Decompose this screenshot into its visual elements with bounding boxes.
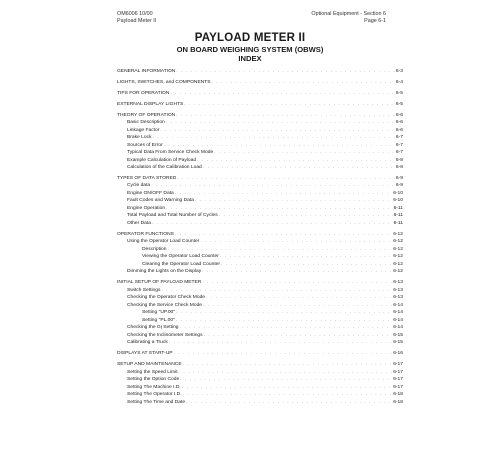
toc-page-number: 6-3 [395,69,403,74]
toc-entry-text: Total Payload and Total Number of Cycles [127,213,218,219]
toc-page-number: 6-8 [395,157,403,163]
toc-entry-label [142,246,166,254]
toc-page-number: 6-16 [393,351,403,357]
dot-leader [200,238,392,246]
dot-leader [167,246,392,254]
page-subtitle: ON BOARD WEIGHING SYSTEM (OBWS) [176,45,324,54]
dot-leader [186,399,392,407]
toc-entry-text: LIGHTS, SWITCHES, and COMPONENTS [117,79,211,85]
toc-entry-text: Checking the G [127,325,161,331]
dot-leader [161,287,392,295]
toc-entry-label [127,287,160,295]
page-title: PAYLOAD METER II [194,32,306,44]
toc-page-number: 6-12 [393,261,403,267]
toc-entry[interactable] [117,279,403,287]
dot-leader [183,391,393,399]
toc-page-number: 6-10 [393,198,403,204]
toc-page-number: 6-14 [393,310,403,316]
toc-entry[interactable] [117,119,403,127]
toc-page-number: 6-5 [395,90,403,96]
toc-entry-label [117,101,183,109]
toc-entry-label [127,238,199,246]
toc-page-number: 6-6 [395,120,403,126]
toc-entry[interactable] [117,127,403,135]
toc-page-number: 6-14 [393,325,403,331]
toc-entry-text: Setting The Operator I.D. [127,392,182,398]
toc-entry[interactable] [117,376,403,384]
toc-entry-label [142,261,220,269]
toc-page-number: 6-13 [393,280,403,286]
toc-entry-text: DISPLAYS AT START-UP [117,351,173,357]
toc-entry-text: Clearing the Operator Load Counter [142,261,221,267]
toc-entry-text: Switch Settings [127,287,161,293]
toc-entry-text: Other Data [127,220,151,226]
toc-entry[interactable] [117,287,403,295]
toc-page-number: 6-7 [395,135,403,141]
dot-leader [203,302,392,310]
toc-entry-label [142,317,175,325]
toc-entry-text: Setting the Speed Limit [127,369,178,375]
toc-page-number: 6-6 [395,127,403,133]
toc-entry[interactable] [117,309,403,317]
toc-entry[interactable] [117,205,403,213]
toc-entry-text: Fault Codes and Warning Data [127,198,194,204]
toc-entry-label [127,399,185,407]
toc-entry[interactable] [117,399,403,407]
toc-entry[interactable] [117,190,403,198]
toc-entry[interactable] [117,68,403,76]
toc-entry[interactable] [117,384,403,392]
toc-entry-label [117,112,175,120]
toc-entry-text: INITIAL SETUP OF PAYLOAD METER [117,280,202,286]
dot-leader [175,190,392,198]
toc-entry-label [117,90,169,98]
toc-entry-text: EXTERNAL DISPLAY LIGHTS [117,101,184,107]
dot-leader [221,261,392,269]
toc-entry-text: Cycle data [127,183,151,189]
dot-leader [176,68,395,76]
toc-entry-text: OPERATOR FUNCTIONS [117,231,174,237]
toc-entry-label [127,220,151,228]
toc-page-number: 6-12 [393,254,403,260]
toc-entry[interactable] [117,134,403,142]
toc-page-number: 6-12 [393,269,403,275]
toc-entry-label [127,212,218,220]
toc-page-number: 6-7 [395,142,403,148]
toc-entry[interactable] [117,339,403,347]
toc-entry-text: TIPS FOR OPERATION [117,90,170,96]
dot-leader [202,268,392,276]
dot-leader [160,127,395,135]
running-header-right [311,11,386,25]
toc-entry-text: Setting "PL.00" [142,317,175,323]
dot-leader [203,164,395,172]
toc-page-number: 6-5 [395,101,403,107]
toc-entry-label [127,182,150,190]
dot-leader [151,182,395,190]
toc-entry-label [127,190,174,198]
dot-leader [197,157,395,165]
toc-page-number: 6-9 [395,183,403,189]
toc-entry[interactable] [117,302,403,310]
toc-page-number: 6-7 [395,150,403,156]
toc-entry[interactable] [117,294,403,302]
toc-entry-text: Using the Operator Load Counter [127,239,200,245]
toc-entry-label [117,279,201,287]
dot-leader [220,253,392,261]
toc-entry-text: Sources of Error [127,142,163,148]
toc-entry-suffix: Setting [161,325,179,331]
toc-entry[interactable] [117,369,403,377]
table-of-contents [117,68,403,406]
toc-page-number: 6-11 [393,220,403,226]
toc-entry-text: Description [142,246,167,252]
toc-entry[interactable] [117,101,403,109]
toc-entry[interactable] [117,317,403,325]
dot-leader [174,350,393,358]
toc-page-number: 6-17 [393,384,403,390]
toc-entry[interactable] [117,157,403,165]
toc-entry-text: Checking the Inclinometer Settings [127,332,203,338]
dot-leader [179,369,393,377]
toc-entry-text: Dimming the Lights on the Display [127,269,202,275]
toc-page-number: 6-12 [393,239,403,245]
toc-entry-label [127,205,165,213]
index-heading: INDEX [238,54,262,63]
dot-leader [182,384,392,392]
toc-page-number: 6-13 [393,295,403,301]
toc-entry-label [127,339,168,347]
toc-entry-text: THEORY OF OPERATION [117,112,176,118]
toc-entry[interactable] [117,182,403,190]
toc-entry-label [127,127,159,135]
toc-entry-label [127,302,202,310]
toc-page-number: 6-11 [393,205,403,211]
toc-entry[interactable] [117,149,403,157]
toc-entry-label [127,157,196,165]
toc-page-number: 6-14 [393,302,403,308]
toc-entry[interactable] [117,246,403,254]
toc-entry[interactable] [117,220,403,228]
toc-entry-text: Calibrating a Truck [127,340,168,346]
toc-entry-text: SETUP AND MAINTENANCE [117,362,182,368]
dot-leader [169,339,392,347]
toc-entry-label [127,294,205,302]
toc-page-number: 6-14 [393,317,403,323]
dot-leader [219,212,393,220]
toc-entry-text: TYPES OF DATA STORED [117,175,177,181]
toc-entry-label [117,175,176,183]
toc-entry[interactable] [117,261,403,269]
toc-entry[interactable] [117,164,403,172]
toc-entry-text: Linkage Factor [127,127,160,133]
dot-leader [176,112,395,120]
toc-entry-text: Example Calculation of Payload [127,157,197,163]
toc-entry-text: Checking the Service Check Mode [127,302,203,308]
toc-page-number: 6-12 [393,231,403,237]
dot-leader [177,175,395,183]
toc-entry[interactable] [117,391,403,399]
toc-entry[interactable] [117,238,403,246]
toc-entry[interactable] [117,112,403,120]
toc-entry-label [127,369,178,377]
toc-entry[interactable] [117,197,403,205]
dot-leader [214,149,395,157]
toc-entry[interactable] [117,350,403,358]
toc-page-number: 6-10 [393,190,403,196]
dot-leader [176,309,392,317]
toc-page-number: 6-9 [395,175,403,181]
dot-leader [152,220,393,228]
dot-leader [164,142,395,150]
dot-leader [175,231,392,239]
doc-id: OM6006 10/00 [117,11,153,17]
toc-page-number: 6-17 [393,362,403,368]
toc-entry-label [127,197,194,205]
dot-leader [152,134,394,142]
toc-page-number: 6-15 [393,332,403,338]
dot-leader [206,294,392,302]
dot-leader [180,376,392,384]
toc-entry-label [127,164,202,172]
toc-page-number: 6-18 [393,392,403,398]
toc-page-number: 6-13 [393,287,403,293]
dot-leader [166,205,392,213]
toc-entry-text: Calculation of the Calibration Load [127,165,202,171]
toc-entry[interactable] [117,212,403,220]
dot-leader [170,90,395,98]
toc-entry-label [117,231,174,239]
toc-entry-label [127,332,203,340]
toc-page-number: 6-17 [393,369,403,375]
dot-leader [202,279,392,287]
toc-entry-label [127,268,201,276]
toc-entry[interactable] [117,231,403,239]
dot-leader [195,197,392,205]
section-label: Optional Equipment - Section 6 [311,11,386,17]
toc-page-number: 6-11 [393,213,403,219]
dot-leader [166,119,395,127]
toc-entry-text: Brake Lock [127,135,152,141]
toc-entry-text: Setting The Machine I.D. [127,384,181,390]
toc-entry-text: Viewing the Operator Load Counter [142,254,219,260]
toc-entry-text: Setting the Option Code [127,377,180,383]
toc-entry[interactable] [117,361,403,369]
toc-entry[interactable] [117,253,403,261]
toc-page-number: 6-17 [393,377,403,383]
toc-entry-subscript: f [160,325,162,331]
toc-entry[interactable] [117,175,403,183]
toc-entry-label [127,134,151,142]
dot-leader [204,332,393,340]
toc-page-number: 6-12 [393,246,403,252]
toc-entry[interactable] [117,268,403,276]
toc-entry-label [127,391,182,399]
toc-entry-text: Engine Operation [127,205,166,211]
toc-entry-label [127,119,165,127]
toc-entry-label [142,253,219,261]
toc-page-number: 6-18 [393,399,403,405]
toc-entry-text: Engine ON/OFF Data [127,190,174,196]
toc-entry-text: Basic Description [127,120,165,126]
toc-entry[interactable] [117,332,403,340]
toc-entry-text: Typical Data From Service Check Mode [127,150,214,156]
page-number: Page 6-1 [364,17,386,24]
toc-entry[interactable] [117,90,403,98]
toc-entry-label [117,79,210,87]
toc-page-number: 6-15 [393,340,403,346]
toc-entry-label [117,361,182,369]
toc-entry[interactable] [117,79,403,87]
toc-entry-text: Setting "UP.00" [142,310,176,316]
toc-page-number: 6-6 [395,112,403,118]
toc-entry-label [117,68,175,76]
dot-leader [184,101,395,109]
toc-entry-text: Checking the Operator Check Mode [127,295,206,301]
dot-leader [176,317,392,325]
doc-title: Payload Meter II [117,17,157,24]
toc-page-number: 6-8 [395,165,403,171]
dot-leader [183,361,393,369]
toc-entry-label [117,350,173,358]
toc-entry-label [127,376,179,384]
toc-page-number: 6-4 [395,79,403,85]
toc-entry-label [127,142,163,150]
dot-leader [211,79,394,87]
toc-entry-label [127,384,181,392]
running-header-left [117,11,156,25]
toc-entry-text: GENERAL INFORMATION [117,69,176,74]
toc-entry[interactable] [117,142,403,150]
toc-entry-label [142,309,175,317]
toc-entry-label [127,149,213,157]
toc-entry-text: Setting The Time and Date [127,399,186,405]
toc-entry[interactable] [117,324,403,332]
